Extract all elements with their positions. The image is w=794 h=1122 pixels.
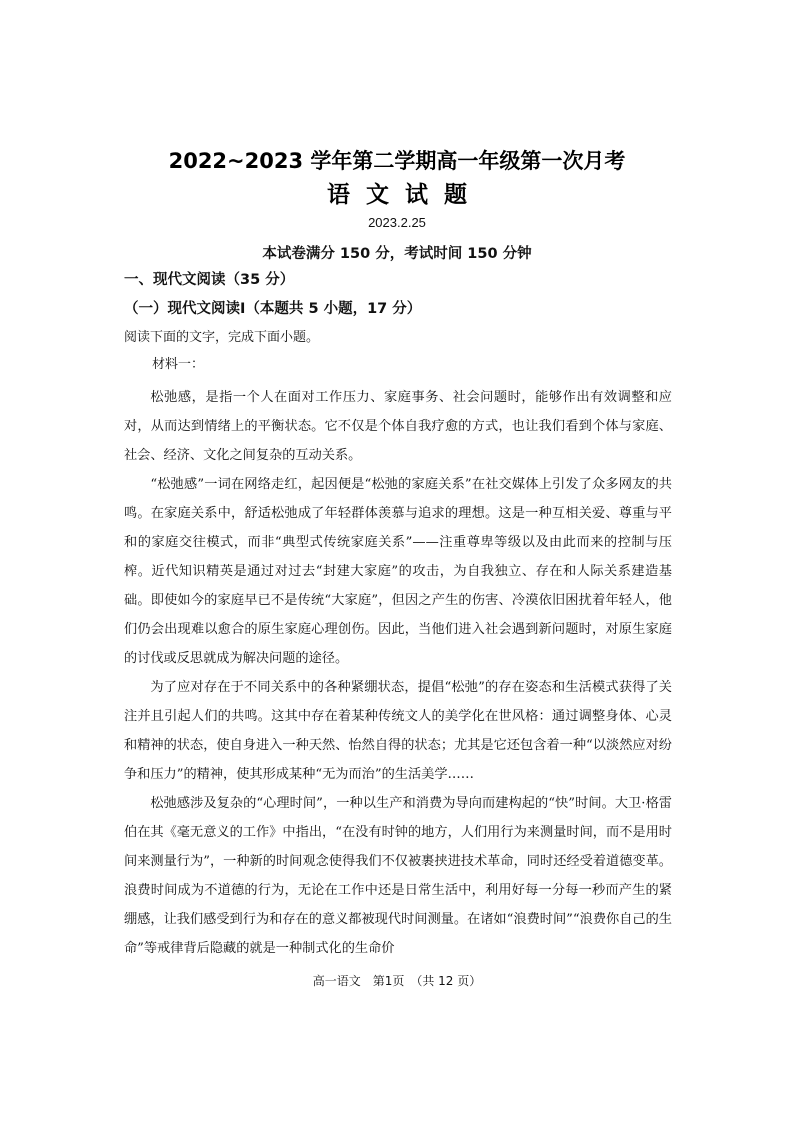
exam-note: 本试卷满分 150 分，考试时间 150 分钟: [262, 246, 532, 262]
page-footer: 高一语文 第1页 （共 12 页）: [312, 974, 482, 988]
paragraph-3: 为了应对存在于不同关系中的各种紧绷状态，提倡“松弛”的存在姿态和生活模式获得了关注并且引起人们的共鸣。这其中存在着某种传统文人的美学化在世风格：通过调整身体、心灵和精神的状态，使自身进入一种天然、怡然自得的状态；尤其是它还包含着一种“以淡然应对纷争和压力”的精神，使其形成某种“无为而治”的生活美学……: [124, 680, 672, 782]
material-label: 材料一：: [152, 357, 205, 372]
exam-date: 2023.2.25: [368, 215, 426, 230]
subsection-heading: （一）现代文阅读Ⅰ（本题共 5 小题，17 分）: [124, 301, 422, 317]
section-heading: 一、现代文阅读（35 分）: [124, 272, 295, 288]
reading-passage: [124, 383, 672, 963]
subject-title: 语文试题: [327, 182, 483, 208]
paragraph-1: 松弛感，是指一个人在面对工作压力、家庭事务、社会问题时，能够作出有效调整和应对，从而达到情绪上的平衡状态。它不仅是个体自我疗愈的方式，也让我们看到个体与家庭、社会、经济、文化之间复杂的互动关系。: [124, 390, 672, 463]
paragraph-4: 松弛感涉及复杂的“心理时间”，一种以生产和消费为导向而建构起的“快”时间。大卫·格雷伯在其《毫无意义的工作》中指出，“在没有时钟的地方，人们用行为来测量时间，而不是用时间来测量行为”，一种新的时间观念使得我们不仅被裹挟进技术革命，同时还经受着道德变革。浪费时间成为不道德的行为，无论在工作中还是日常生活中，利用好每一分每一秒而产生的紧绷感，让我们感受到行为和存在的意义都被现代时间测量。在诸如“浪费时间”“浪费你自己的生命”等戒律背后隐藏的就是一种制式化的生命价: [124, 796, 672, 956]
exam-title: 2022~2023 学年第二学期高一年级第一次月考: [168, 149, 626, 173]
paragraph-2: “松弛感”一词在网络走红，起因便是“松弛的家庭关系”在社交媒体上引发了众多网友的共鸣。在家庭关系中，舒适松弛成了年轻群体羡慕与追求的理想。这是一种互相关爱、尊重与平和的家庭交往模式，而非“典型式传统家庭关系”——注重尊卑等级以及由此而来的控制与压榨。近代知识精英是通过对过去“封建大家庭”的攻击，为自我独立、存在和人际关系建造基础。即使如今的家庭早已不是传统“大家庭”，但因之产生的伤害、冷漠依旧困扰着年轻人，他们仍会出现难以愈合的原生家庭心理创伤。因此，当他们进入社会遇到新问题时，对原生家庭的讨伐或反思就成为解决问题的途径。: [124, 477, 672, 666]
instruction-text: 阅读下面的文字，完成下面小题。: [124, 330, 320, 345]
